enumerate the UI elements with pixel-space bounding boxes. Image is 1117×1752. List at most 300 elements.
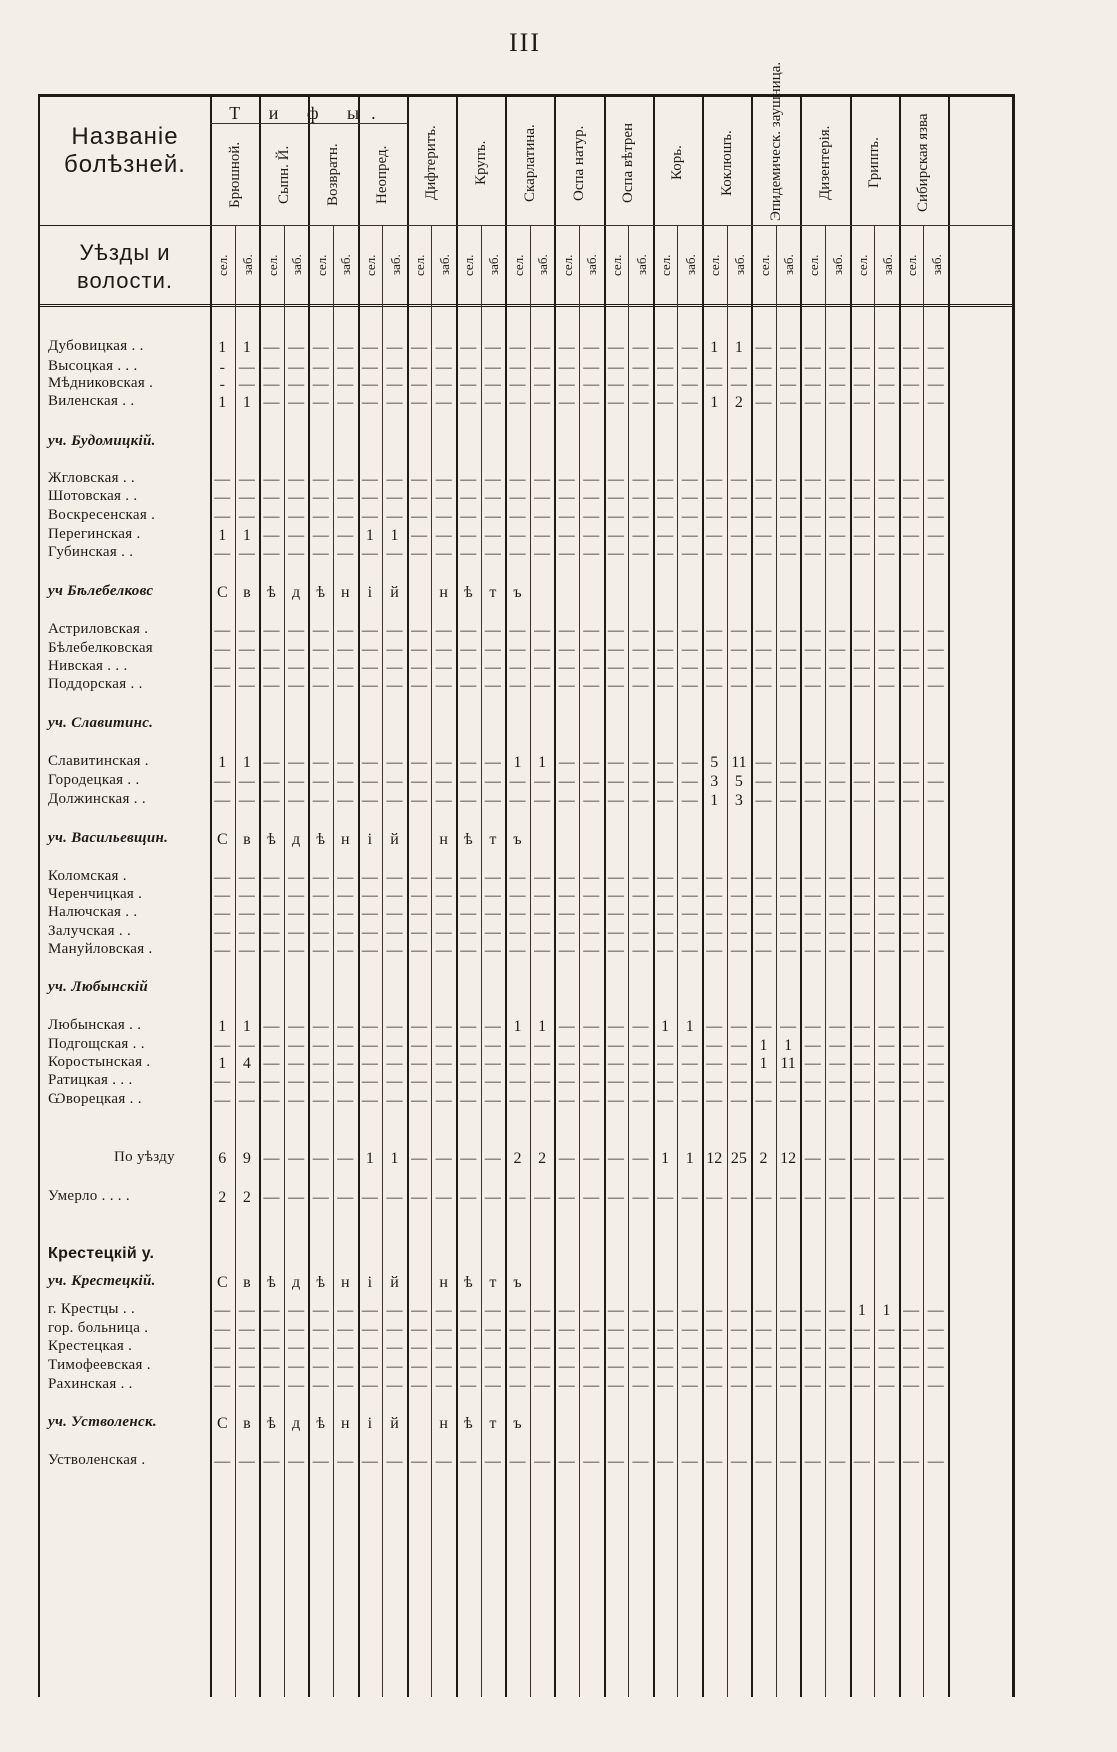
- table-cell: —: [460, 1302, 477, 1319]
- table-cell: —: [386, 659, 403, 676]
- table-cell: —: [288, 869, 305, 886]
- table-cell: —: [558, 1377, 575, 1394]
- table-cell: —: [312, 869, 329, 886]
- table-cell: —: [484, 1189, 501, 1206]
- table-cell: —: [435, 508, 452, 525]
- table-cell: —: [632, 545, 649, 562]
- table-cell: —: [607, 905, 624, 922]
- table-cell: —: [878, 1358, 895, 1375]
- table-cell: —: [263, 641, 280, 658]
- disease-column-rule: [948, 97, 950, 1697]
- table-cell: —: [903, 359, 920, 376]
- table-cell: —: [312, 887, 329, 904]
- subheader-zab: заб.: [830, 254, 846, 276]
- table-cell: —: [411, 942, 428, 959]
- table-cell: —: [681, 1302, 698, 1319]
- table-cell: —: [730, 924, 747, 941]
- table-cell: —: [853, 905, 870, 922]
- table-cell: —: [583, 339, 600, 356]
- subcolumn-rule: [235, 225, 236, 1697]
- table-cell: —: [509, 1453, 526, 1470]
- table-cell: —: [681, 659, 698, 676]
- table-cell: —: [903, 489, 920, 506]
- table-cell: 1: [218, 1055, 227, 1072]
- table-cell: —: [386, 1377, 403, 1394]
- table-cell: —: [361, 887, 378, 904]
- subheader-sel: сел.: [461, 254, 477, 276]
- table-cell: —: [804, 641, 821, 658]
- table-cell: —: [927, 773, 944, 790]
- table-cell: —: [607, 1037, 624, 1054]
- table-cell: —: [903, 394, 920, 411]
- table-cell: —: [607, 545, 624, 562]
- table-cell: —: [263, 508, 280, 525]
- table-cell: —: [386, 1037, 403, 1054]
- subcolumn-rule: [776, 225, 777, 1697]
- table-cell: —: [509, 1073, 526, 1090]
- table-cell: —: [534, 792, 551, 809]
- table-cell: —: [755, 545, 772, 562]
- table-cell: —: [411, 1018, 428, 1035]
- table-cell: і: [367, 1415, 373, 1432]
- table-cell: —: [927, 545, 944, 562]
- table-cell: —: [558, 641, 575, 658]
- table-cell: —: [755, 869, 772, 886]
- table-cell: —: [780, 489, 797, 506]
- table-cell: —: [386, 869, 403, 886]
- table-cell: —: [558, 869, 575, 886]
- table-cell: 1: [218, 339, 227, 356]
- table-cell: —: [435, 1189, 452, 1206]
- table-cell: —: [337, 394, 354, 411]
- table-cell: —: [411, 641, 428, 658]
- subheader-zab: заб.: [338, 254, 354, 276]
- table-cell: —: [903, 1037, 920, 1054]
- table-cell: —: [337, 1055, 354, 1072]
- table-cell: —: [730, 508, 747, 525]
- table-cell: —: [583, 1037, 600, 1054]
- table-cell: —: [706, 887, 723, 904]
- table-cell: —: [632, 1073, 649, 1090]
- row-label: уч. Устволенск.: [48, 1414, 157, 1430]
- table-cell: —: [903, 622, 920, 639]
- table-cell: 1: [242, 1018, 251, 1035]
- table-cell: —: [288, 376, 305, 393]
- table-cell: 1: [218, 754, 227, 771]
- subcolumn-rule: [874, 225, 875, 1697]
- table-cell: —: [706, 1377, 723, 1394]
- subheader-sel: сел.: [707, 254, 723, 276]
- table-cell: —: [509, 1037, 526, 1054]
- table-cell: —: [509, 1339, 526, 1356]
- row-label: Губинская . .: [48, 544, 134, 560]
- table-cell: —: [853, 339, 870, 356]
- row-label: Любынская . .: [48, 1017, 142, 1033]
- row-label: Рахинская . .: [48, 1376, 133, 1392]
- table-cell: —: [386, 545, 403, 562]
- table-cell: —: [534, 1055, 551, 1072]
- row-label: уч. Славитинс.: [48, 715, 154, 731]
- table-cell: —: [558, 1453, 575, 1470]
- table-cell: 2: [513, 1150, 522, 1167]
- table-cell: —: [312, 1377, 329, 1394]
- table-cell: —: [903, 942, 920, 959]
- table-cell: —: [927, 1073, 944, 1090]
- table-cell: —: [411, 677, 428, 694]
- table-cell: —: [829, 905, 846, 922]
- table-cell: —: [853, 1321, 870, 1338]
- table-cell: в: [243, 584, 251, 601]
- subheader-sel: сел.: [510, 254, 526, 276]
- table-cell: н: [341, 1274, 350, 1291]
- table-cell: —: [878, 942, 895, 959]
- table-cell: —: [312, 1358, 329, 1375]
- table-cell: —: [558, 924, 575, 941]
- table-cell: 2: [734, 394, 743, 411]
- table-cell: —: [583, 1377, 600, 1394]
- table-cell: —: [558, 394, 575, 411]
- table-cell: —: [214, 677, 231, 694]
- table-cell: —: [411, 1055, 428, 1072]
- table-cell: —: [263, 773, 280, 790]
- table-cell: —: [878, 924, 895, 941]
- table-cell: —: [337, 942, 354, 959]
- table-cell: —: [780, 508, 797, 525]
- row-label: Коломская .: [48, 868, 127, 884]
- table-cell: —: [238, 924, 255, 941]
- row-label: Должинская . .: [48, 791, 146, 807]
- table-cell: —: [607, 394, 624, 411]
- table-cell: —: [657, 887, 674, 904]
- table-cell: —: [214, 622, 231, 639]
- table-cell: —: [755, 792, 772, 809]
- table-cell: —: [411, 508, 428, 525]
- table-cell: —: [878, 359, 895, 376]
- row-label: Подгощская . .: [48, 1036, 145, 1052]
- table-cell: —: [263, 887, 280, 904]
- table-cell: —: [853, 489, 870, 506]
- table-cell: —: [558, 677, 575, 694]
- table-cell: —: [263, 792, 280, 809]
- table-cell: 1: [710, 394, 719, 411]
- table-cell: —: [312, 792, 329, 809]
- table-cell: —: [361, 1037, 378, 1054]
- table-cell: —: [288, 773, 305, 790]
- table-cell: 1: [513, 1018, 522, 1035]
- table-cell: —: [927, 659, 944, 676]
- table-cell: в: [243, 1274, 251, 1291]
- table-cell: —: [583, 869, 600, 886]
- table-cell: —: [730, 1092, 747, 1109]
- table-cell: —: [730, 471, 747, 488]
- table-cell: —: [263, 489, 280, 506]
- table-cell: —: [460, 1358, 477, 1375]
- subheader-sel: сел.: [559, 254, 575, 276]
- table-cell: —: [337, 1018, 354, 1035]
- row-label: Виленская . .: [48, 393, 135, 409]
- table-cell: —: [484, 622, 501, 639]
- table-cell: —: [657, 1358, 674, 1375]
- table-cell: ѣ: [316, 1274, 326, 1291]
- table-cell: 1: [685, 1018, 694, 1035]
- table-cell: —: [681, 924, 698, 941]
- table-cell: —: [312, 1302, 329, 1319]
- table-cell: —: [288, 545, 305, 562]
- table-cell: —: [509, 359, 526, 376]
- table-cell: —: [484, 376, 501, 393]
- table-cell: —: [829, 545, 846, 562]
- table-cell: —: [534, 394, 551, 411]
- table-cell: —: [460, 905, 477, 922]
- table-cell: н: [341, 584, 350, 601]
- subheader-zab: заб.: [879, 254, 895, 276]
- table-cell: —: [558, 527, 575, 544]
- table-cell: —: [853, 1150, 870, 1167]
- table-cell: —: [657, 1377, 674, 1394]
- table-cell: —: [657, 773, 674, 790]
- subheader-rule: [210, 225, 1012, 226]
- table-cell: —: [706, 622, 723, 639]
- table-cell: —: [706, 1073, 723, 1090]
- table-cell: —: [484, 527, 501, 544]
- table-cell: —: [878, 1073, 895, 1090]
- table-cell: —: [927, 924, 944, 941]
- table-cell: —: [927, 1302, 944, 1319]
- table-cell: —: [780, 622, 797, 639]
- table-cell: —: [780, 1092, 797, 1109]
- table-cell: —: [927, 1055, 944, 1072]
- table-cell: —: [632, 792, 649, 809]
- table-cell: —: [632, 394, 649, 411]
- table-cell: —: [927, 527, 944, 544]
- table-cell: —: [829, 471, 846, 488]
- table-cell: —: [632, 1321, 649, 1338]
- table-cell: —: [804, 924, 821, 941]
- table-cell: —: [607, 1018, 624, 1035]
- table-cell: —: [484, 942, 501, 959]
- table-cell: —: [460, 339, 477, 356]
- table-cell: —: [804, 1321, 821, 1338]
- table-cell: —: [853, 792, 870, 809]
- table-cell: —: [238, 545, 255, 562]
- table-cell: —: [706, 1453, 723, 1470]
- table-cell: —: [263, 677, 280, 694]
- table-cell: —: [509, 489, 526, 506]
- table-cell: 5: [710, 754, 719, 771]
- table-cell: —: [288, 1073, 305, 1090]
- table-cell: —: [853, 508, 870, 525]
- table-cell: —: [706, 869, 723, 886]
- table-cell: —: [927, 1037, 944, 1054]
- table-cell: —: [583, 887, 600, 904]
- table-cell: —: [706, 471, 723, 488]
- table-cell: 1: [242, 394, 251, 411]
- table-cell: —: [878, 394, 895, 411]
- table-cell: —: [361, 1453, 378, 1470]
- table-cell: —: [337, 1092, 354, 1109]
- table-cell: —: [460, 1055, 477, 1072]
- subcolumn-rule: [628, 225, 629, 1697]
- table-cell: —: [755, 1018, 772, 1035]
- table-cell: —: [730, 1073, 747, 1090]
- table-cell: —: [730, 545, 747, 562]
- table-cell: —: [386, 942, 403, 959]
- table-cell: 1: [882, 1302, 891, 1319]
- table-cell: —: [386, 754, 403, 771]
- table-cell: —: [583, 641, 600, 658]
- table-cell: —: [780, 677, 797, 694]
- row-label: Крестецкая .: [48, 1338, 133, 1354]
- table-cell: —: [903, 527, 920, 544]
- row-label: Шотовская . .: [48, 488, 138, 504]
- table-cell: —: [312, 622, 329, 639]
- subheader-sel: сел.: [412, 254, 428, 276]
- table-cell: —: [927, 1092, 944, 1109]
- table-cell: —: [853, 773, 870, 790]
- table-cell: —: [435, 489, 452, 506]
- table-cell: —: [583, 924, 600, 941]
- table-cell: —: [903, 508, 920, 525]
- table-cell: ѣ: [463, 1415, 473, 1432]
- table-cell: —: [337, 924, 354, 941]
- table-cell: —: [337, 1358, 354, 1375]
- table-cell: 1: [242, 754, 251, 771]
- table-cell: 2: [242, 1189, 251, 1206]
- table-cell: —: [607, 339, 624, 356]
- table-cell: 1: [513, 754, 522, 771]
- table-cell: —: [607, 659, 624, 676]
- table-cell: —: [829, 641, 846, 658]
- table-cell: —: [632, 508, 649, 525]
- row-label: Устволенская .: [48, 1452, 146, 1468]
- table-cell: —: [583, 677, 600, 694]
- table-cell: —: [632, 942, 649, 959]
- table-cell: —: [804, 1377, 821, 1394]
- table-cell: —: [411, 773, 428, 790]
- table-cell: —: [460, 1377, 477, 1394]
- table-cell: —: [583, 1073, 600, 1090]
- disease-header: Дизентерія.: [817, 125, 833, 201]
- table-cell: —: [460, 1092, 477, 1109]
- table-cell: —: [460, 792, 477, 809]
- table-cell: —: [312, 1150, 329, 1167]
- table-cell: —: [878, 508, 895, 525]
- row-label: уч. Крестецкій.: [48, 1273, 156, 1289]
- table-cell: —: [681, 527, 698, 544]
- table-cell: —: [755, 1453, 772, 1470]
- table-cell: —: [755, 471, 772, 488]
- table-cell: —: [337, 359, 354, 376]
- table-cell: —: [263, 1377, 280, 1394]
- table-cell: —: [927, 887, 944, 904]
- header-disease-names: Названіе болѣзней.: [64, 123, 186, 178]
- table-cell: —: [361, 1055, 378, 1072]
- table-cell: 1: [365, 527, 374, 544]
- table-cell: —: [337, 1073, 354, 1090]
- table-cell: —: [238, 1092, 255, 1109]
- table-cell: —: [903, 869, 920, 886]
- table-cell: —: [878, 1453, 895, 1470]
- table-cell: —: [583, 489, 600, 506]
- table-cell: —: [927, 869, 944, 886]
- disease-header: Сибирская язва: [915, 113, 932, 213]
- row-label: Тимофеевская .: [48, 1357, 151, 1373]
- table-cell: —: [337, 641, 354, 658]
- table-cell: —: [804, 1092, 821, 1109]
- table-cell: —: [288, 792, 305, 809]
- table-cell: —: [706, 1358, 723, 1375]
- table-cell: —: [509, 376, 526, 393]
- table-cell: —: [460, 1037, 477, 1054]
- table-cell: і: [367, 584, 373, 601]
- table-cell: —: [829, 1358, 846, 1375]
- table-cell: —: [411, 924, 428, 941]
- row-label: Ратицкая . . .: [48, 1072, 133, 1088]
- table-cell: —: [632, 622, 649, 639]
- table-cell: —: [435, 1150, 452, 1167]
- table-cell: —: [829, 792, 846, 809]
- table-cell: —: [534, 641, 551, 658]
- subheader-sel: сел.: [854, 254, 870, 276]
- table-cell: —: [583, 1302, 600, 1319]
- table-cell: —: [263, 1339, 280, 1356]
- table-cell: —: [435, 527, 452, 544]
- table-cell: —: [730, 887, 747, 904]
- table-cell: —: [337, 905, 354, 922]
- table-cell: —: [337, 508, 354, 525]
- table-cell: —: [509, 508, 526, 525]
- table-cell: ѣ: [267, 1415, 276, 1432]
- table-cell: —: [386, 1189, 403, 1206]
- table-cell: —: [755, 376, 772, 393]
- table-cell: —: [878, 489, 895, 506]
- table-cell: —: [607, 1055, 624, 1072]
- table-cell: —: [780, 376, 797, 393]
- table-cell: —: [804, 359, 821, 376]
- table-cell: —: [657, 677, 674, 694]
- table-cell: 1: [242, 527, 251, 544]
- table-cell: —: [583, 1018, 600, 1035]
- table-cell: —: [632, 359, 649, 376]
- table-cell: —: [681, 869, 698, 886]
- table-cell: —: [435, 1358, 452, 1375]
- table-cell: —: [509, 1189, 526, 1206]
- table-cell: —: [829, 773, 846, 790]
- table-cell: —: [411, 869, 428, 886]
- table-cell: —: [583, 359, 600, 376]
- table-cell: —: [755, 1302, 772, 1319]
- table-cell: ѣ: [267, 831, 276, 848]
- table-cell: —: [632, 489, 649, 506]
- table-cell: —: [386, 1055, 403, 1072]
- table-cell: —: [657, 1037, 674, 1054]
- table-cell: —: [853, 1037, 870, 1054]
- table-cell: —: [435, 339, 452, 356]
- table-cell: —: [534, 1453, 551, 1470]
- table-cell: —: [435, 1037, 452, 1054]
- table-cell: —: [829, 1037, 846, 1054]
- table-cell: —: [361, 792, 378, 809]
- table-cell: —: [509, 792, 526, 809]
- table-cell: —: [607, 641, 624, 658]
- table-cell: —: [730, 1018, 747, 1035]
- table-cell: —: [657, 869, 674, 886]
- table-cell: —: [361, 641, 378, 658]
- table-cell: —: [583, 471, 600, 488]
- table-cell: —: [288, 471, 305, 488]
- table-cell: —: [435, 471, 452, 488]
- table-cell: —: [460, 887, 477, 904]
